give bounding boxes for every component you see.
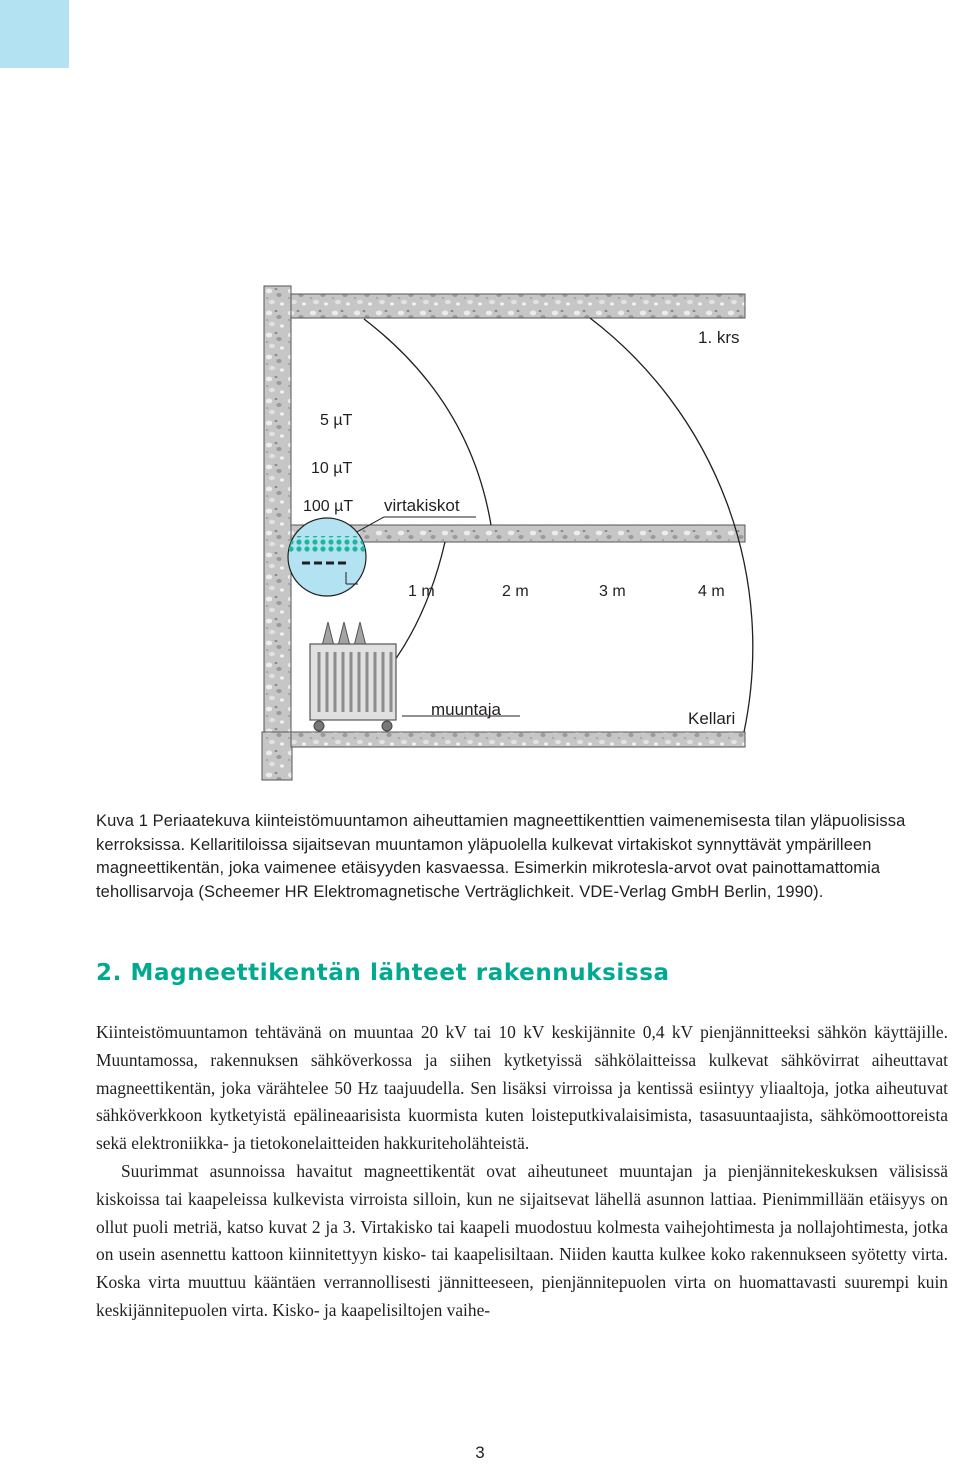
paragraph: Kiinteistömuuntamon tehtävänä on muuntaa 20 kV tai 10 kV keskijännite 0,4 kV pienjännitteeksi sähkön käyttäjille. Muuntamossa, rakennuksen sähköverkossa ja siihen kytketyissä sähkölaitteissa kulkevat sähkövirrat aiheuttavat magneettikentän, joka värähtelee 50 Hz taajuudella. Sen lisäksi virroissa ja kentissä esiintyy yliaaltoja, jotka aiheutuvat sähköverkkoon kytketyistä epälineaarisista kuormista kuten loisteputkivalaisimista, tasasuuntaajista, sähkömoottoreista sekä elektroniikka- ja tietokonelaitteiden hakkuriteholähteistä. xyxy=(96,1022,948,1154)
transformer-label: muuntaja xyxy=(431,700,501,719)
left-wall xyxy=(264,286,291,736)
distance-label-2m: 2 m xyxy=(502,583,529,600)
page-number: 3 xyxy=(475,1443,485,1462)
field-label-10ut: 10 µT xyxy=(311,460,353,477)
ceiling-slab xyxy=(291,294,745,318)
body-text xyxy=(96,1019,948,1325)
section-heading: 2. Magneettikentän lähteet rakennuksissa xyxy=(96,960,670,986)
floor-label: 1. krs xyxy=(698,328,740,347)
field-label-5ut: 5 µT xyxy=(320,412,353,429)
basement-floor xyxy=(291,732,745,747)
basement-label: Kellari xyxy=(688,709,736,728)
busbar-dots xyxy=(289,536,365,552)
distance-label-1m: 1 m xyxy=(408,583,435,600)
paragraph: Suurimmat asunnoissa havaitut magneettikentät ovat aiheutuneet muuntajan ja pienjännitekeskuksen välisissä kiskoissa tai kaapeleissa kulkevista virroista silloin, kun ne sijaitsevat lähellä asunnon lattiaa. Pienimmillään etäisyys on ollut puoli metriä, katso kuvat 2 ja 3. Virtakisko tai kaapeli muodostuu kolmesta vaihejohtimesta ja nollajohtimesta, jotka on usein asennettu kattoon kiinnitettyyn kisko- tai kaapelisiltaan. Niiden kautta kulkee koko rakennukseen syötetty virta. Koska virta muuttuu kääntäen verrannollisesti jännitteeseen, pienjännitepuolen virta on huomattavasti suurempi kuin keskijännitepuolen virta. Kisko- ja kaapelisiltojen vaihe- xyxy=(96,1160,948,1320)
distance-label-3m: 3 m xyxy=(599,583,626,600)
field-label-100ut: 100 µT xyxy=(303,498,354,515)
distance-label-4m: 4 m xyxy=(698,583,725,600)
figure-caption: Kuva 1 Periaatekuva kiinteistömuuntamon aiheuttamien magneettikenttien vaimenemisesta tilan yläpuolisissa kerroksissa. Kellaritiloissa sijaitsevan muuntamon yläpuolella kulkevat virtakiskot synnyttävät ympärilleen magneettikentän, joka vaimenee etäisyyden kasvaessa. Esimerkin mikrotesla-arvot ovat painottamattomia tehollisarvoja (Scheemer HR Elektromagnetische Verträglichkeit. VDE-Verlag GmbH Berlin, 1990). xyxy=(96,812,906,902)
field-arc-10ut xyxy=(364,319,491,525)
wall-footing xyxy=(262,732,292,780)
busbar-label: virtakiskot xyxy=(384,496,460,515)
transformer xyxy=(310,622,396,731)
